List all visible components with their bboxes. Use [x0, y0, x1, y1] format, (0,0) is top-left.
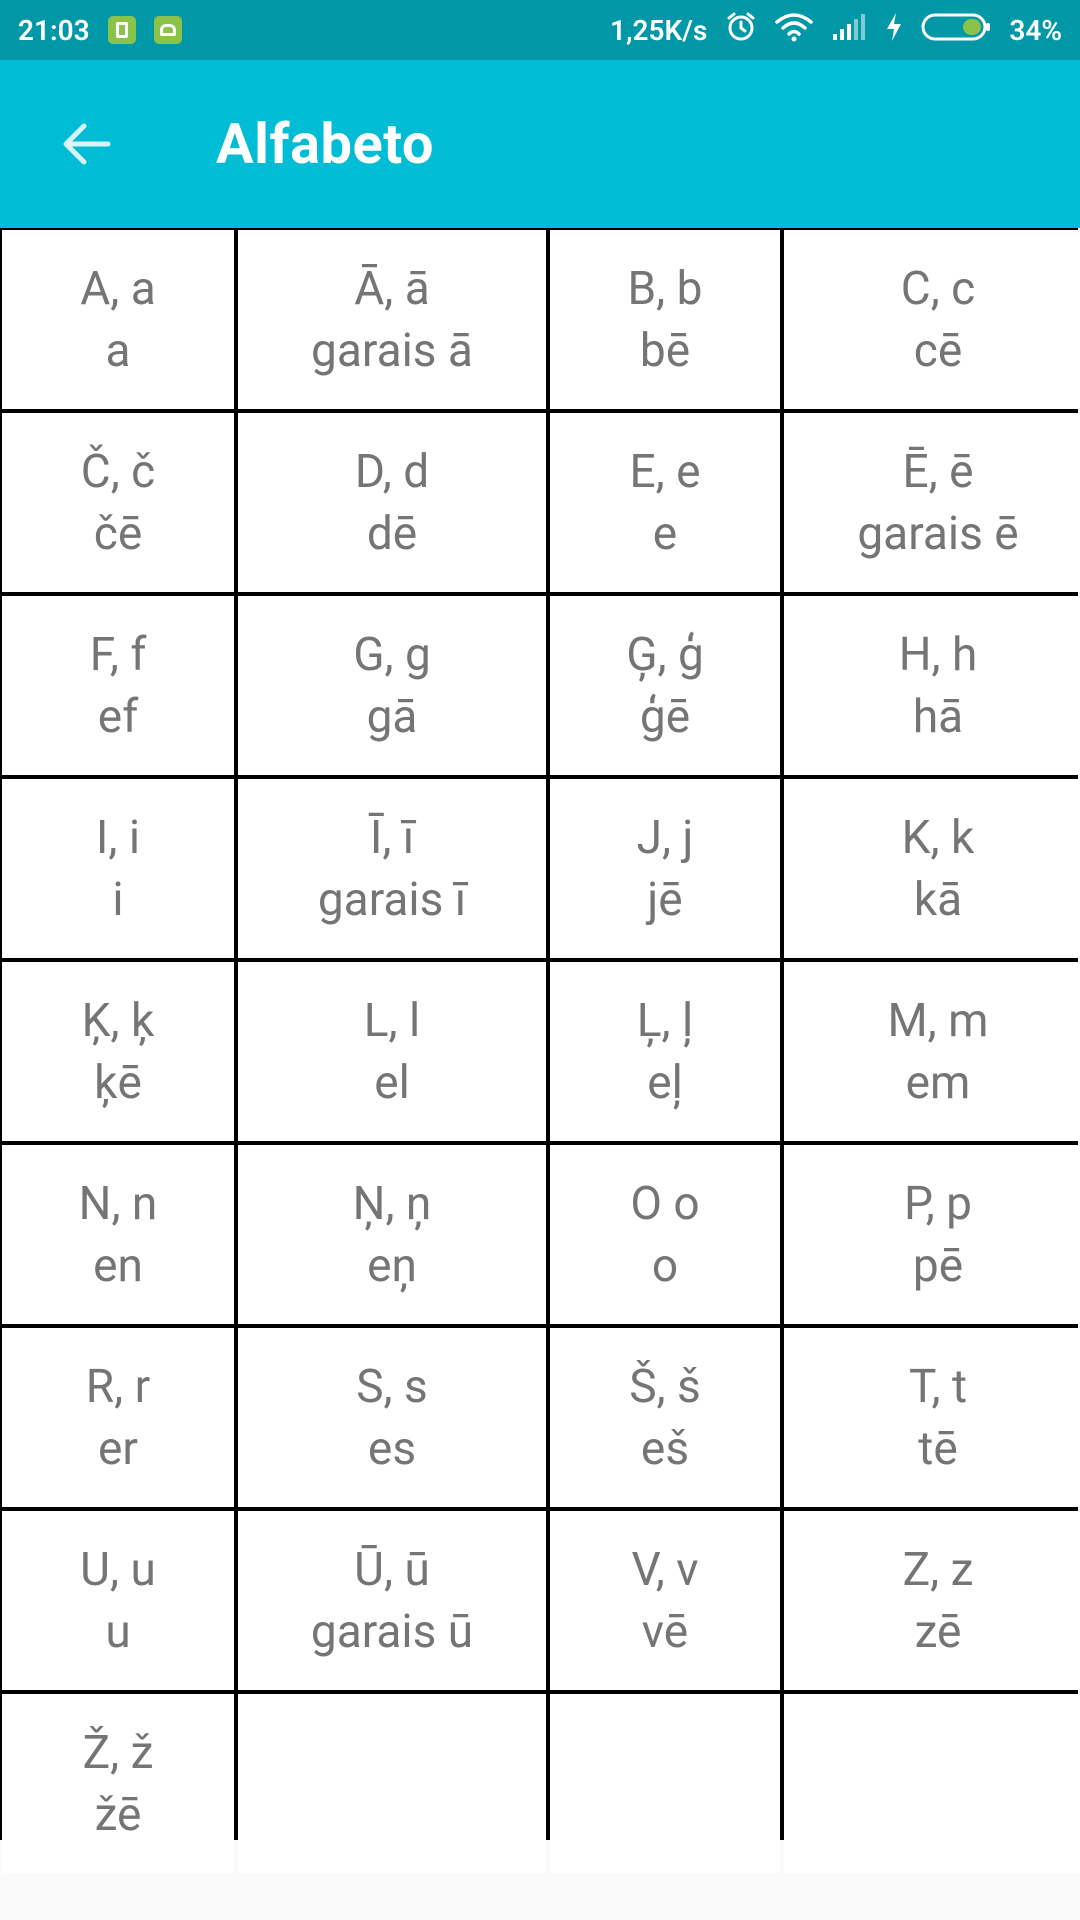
letter-name: es: [367, 1421, 417, 1476]
letter-name: u: [105, 1604, 131, 1659]
sim-card-icon: [108, 16, 136, 44]
letter-pair: T, t: [908, 1359, 968, 1414]
letter-pair: N, n: [78, 1176, 158, 1231]
alphabet-grid: [0, 228, 1078, 1840]
page-title: Alfabeto: [216, 111, 435, 177]
letter-cell[interactable]: [2, 1694, 234, 1873]
letter-cell[interactable]: [550, 779, 780, 958]
letter-name: ef: [97, 689, 139, 744]
empty-cell: [784, 1694, 1080, 1873]
alarm-icon: [725, 11, 757, 50]
letter-name: gā: [366, 689, 418, 744]
battery-icon: [921, 12, 991, 49]
letter-pair: Ē, ē: [902, 444, 974, 499]
letter-name: el: [374, 1055, 410, 1110]
letter-pair: A, a: [80, 261, 156, 316]
signal-icon: [831, 12, 867, 49]
letter-cell[interactable]: [238, 1145, 546, 1324]
letter-pair: P, p: [903, 1176, 973, 1231]
status-time: 21:03: [18, 13, 90, 47]
letter-pair: Ņ, ņ: [352, 1176, 432, 1231]
letter-cell[interactable]: [2, 779, 234, 958]
letter-name: cē: [913, 323, 963, 378]
letter-cell[interactable]: [238, 596, 546, 775]
letter-pair: L, l: [363, 993, 421, 1048]
letter-name: garais ā: [311, 323, 473, 378]
letter-cell[interactable]: [2, 230, 234, 409]
letter-pair: Ģ, ģ: [626, 627, 704, 682]
letter-name: eņ: [367, 1238, 417, 1293]
letter-name: čē: [93, 506, 143, 561]
letter-cell[interactable]: [550, 413, 780, 592]
letter-pair: F, f: [89, 627, 147, 682]
network-speed: 1,25K/s: [609, 13, 708, 47]
letter-cell[interactable]: [784, 1328, 1080, 1507]
letter-pair: Ļ, ļ: [636, 993, 694, 1048]
letter-pair: Z, z: [902, 1542, 974, 1597]
letter-name: ģē: [639, 689, 691, 744]
letter-name: ķē: [94, 1055, 142, 1110]
letter-pair: Š, š: [629, 1359, 701, 1414]
letter-cell[interactable]: [238, 1511, 546, 1690]
empty-cell: [238, 1694, 546, 1873]
letter-pair: Č, č: [80, 444, 156, 499]
letter-name: zē: [914, 1604, 962, 1659]
letter-name: garais ī: [317, 872, 467, 927]
letter-name: tē: [918, 1421, 958, 1476]
letter-name: em: [905, 1055, 971, 1110]
letter-name: žē: [94, 1787, 142, 1842]
letter-name: eš: [640, 1421, 690, 1476]
letter-name: pē: [912, 1238, 964, 1293]
letter-name: garais ū: [310, 1604, 474, 1659]
android-robot-icon: [154, 16, 182, 44]
arrow-back-icon: [58, 117, 112, 171]
letter-name: jē: [647, 872, 683, 927]
letter-cell[interactable]: [550, 596, 780, 775]
letter-pair: U, u: [80, 1542, 156, 1597]
letter-pair: K, k: [901, 810, 975, 865]
letter-cell[interactable]: [238, 962, 546, 1141]
letter-pair: R, r: [85, 1359, 151, 1414]
letter-name: bē: [639, 323, 691, 378]
letter-cell[interactable]: [2, 962, 234, 1141]
letter-pair: M, m: [887, 993, 989, 1048]
letter-name: e: [652, 506, 678, 561]
letter-pair: D, d: [354, 444, 430, 499]
empty-cell: [550, 1694, 780, 1873]
letter-pair: V, v: [631, 1542, 699, 1597]
letter-name: o: [651, 1238, 679, 1293]
letter-pair: Ķ, ķ: [81, 993, 155, 1048]
letter-cell[interactable]: [550, 962, 780, 1141]
letter-pair: Ā, ā: [354, 261, 430, 316]
back-button[interactable]: [40, 99, 130, 189]
letter-name: a: [105, 323, 131, 378]
letter-name: garais ē: [857, 506, 1019, 561]
letter-pair: O o: [630, 1176, 700, 1231]
letter-name: kā: [913, 872, 963, 927]
letter-cell[interactable]: [550, 1145, 780, 1324]
letter-cell[interactable]: [784, 230, 1080, 409]
letter-pair: J, j: [636, 810, 694, 865]
letter-pair: E, e: [629, 444, 701, 499]
letter-cell[interactable]: [2, 596, 234, 775]
letter-cell[interactable]: [2, 413, 234, 592]
letter-pair: G, g: [353, 627, 431, 682]
letter-cell[interactable]: [784, 962, 1080, 1141]
status-bar: [0, 0, 1080, 60]
letter-cell[interactable]: [2, 1328, 234, 1507]
letter-cell[interactable]: [2, 1511, 234, 1690]
letter-name: hā: [912, 689, 964, 744]
letter-cell[interactable]: [550, 1511, 780, 1690]
battery-percent: 34%: [1009, 13, 1062, 47]
letter-name: i: [112, 872, 124, 927]
letter-pair: Ī, ī: [369, 810, 415, 865]
letter-name: dē: [366, 506, 418, 561]
letter-pair: B, b: [627, 261, 703, 316]
letter-cell[interactable]: [238, 1328, 546, 1507]
letter-cell[interactable]: [550, 1328, 780, 1507]
letter-cell[interactable]: [2, 1145, 234, 1324]
letter-pair: Ū, ū: [354, 1542, 430, 1597]
letter-pair: S, s: [356, 1359, 428, 1414]
letter-cell[interactable]: [784, 779, 1080, 958]
app-toolbar: [0, 60, 1080, 228]
letter-cell[interactable]: [238, 413, 546, 592]
letter-cell[interactable]: [238, 779, 546, 958]
letter-cell[interactable]: [784, 1145, 1080, 1324]
letter-pair: I, i: [95, 810, 141, 865]
letter-name: en: [93, 1238, 143, 1293]
letter-cell[interactable]: [238, 230, 546, 409]
letter-pair: H, h: [898, 627, 978, 682]
letter-cell[interactable]: [550, 230, 780, 409]
charging-icon: [885, 12, 903, 49]
letter-pair: Ž, ž: [82, 1725, 154, 1780]
letter-name: eļ: [647, 1055, 683, 1110]
letter-pair: C, c: [900, 261, 976, 316]
letter-name: er: [98, 1421, 138, 1476]
letter-cell[interactable]: [784, 1511, 1080, 1690]
letter-cell[interactable]: [784, 596, 1080, 775]
wifi-icon: [775, 12, 813, 49]
letter-name: vē: [641, 1604, 689, 1659]
letter-cell[interactable]: [784, 413, 1080, 592]
